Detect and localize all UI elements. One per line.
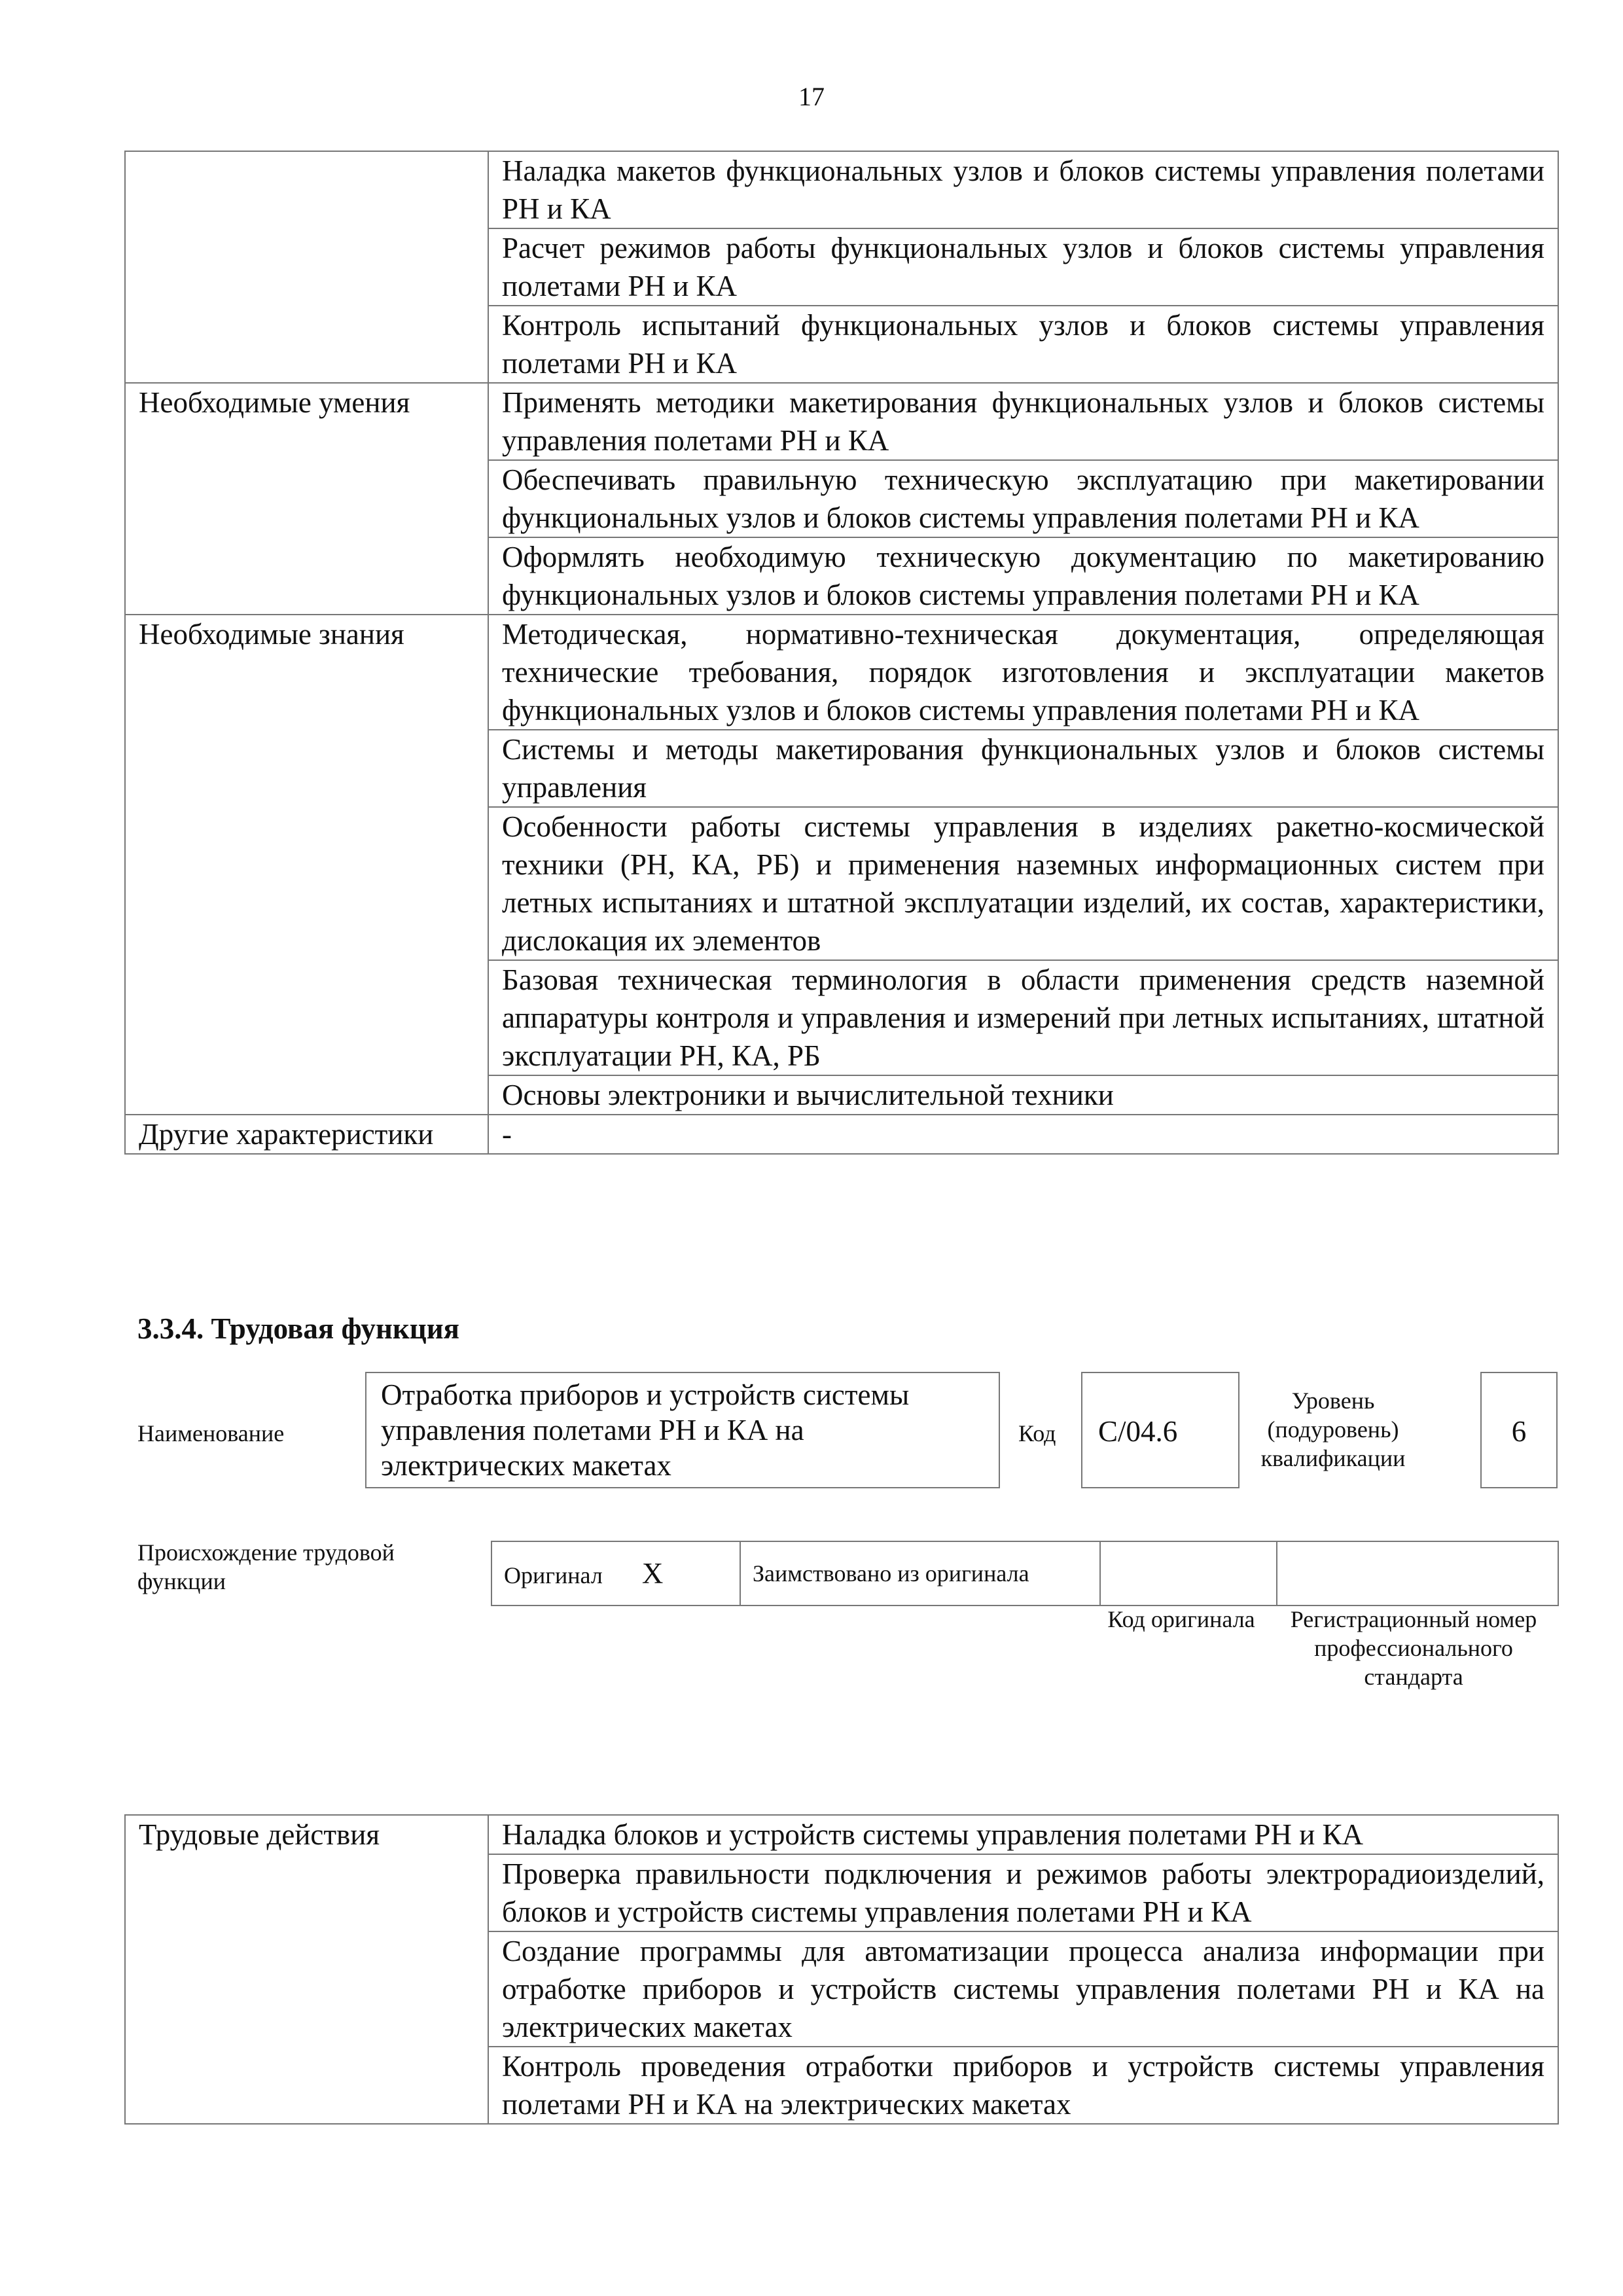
table-cell: Проверка правильности подключения и режимов работы электрорадиоизделий, блоков и устройств системы управления полетами РН и КА (488, 1854, 1558, 1931)
labor-actions-table (124, 1814, 1559, 2125)
level-label (1251, 1386, 1415, 1473)
table-cell: - (488, 1115, 1558, 1154)
name-label: Наименование (137, 1420, 285, 1446)
code-label: Код (1018, 1420, 1056, 1446)
table-row (125, 615, 1558, 730)
table-cell: Системы и методы макетирования функциональных узлов и блоков системы управления (488, 730, 1558, 807)
original-mark: X (641, 1557, 664, 1590)
original-label: Оригинал (504, 1562, 603, 1588)
table-row (125, 151, 1558, 228)
reg-number-caption: Регистрационный номер профессионального стандарта (1290, 1606, 1537, 1690)
reg-number-cell (1277, 1541, 1558, 1605)
table-cell: Контроль проведения отработки приборов и устройств системы управления полетами РН и КА на электрических макетах (488, 2047, 1558, 2124)
function-name: Отработка приборов и устройств системы управления полетами РН и КА на электрических макетах (365, 1372, 1000, 1488)
level-label-line: (подуровень) (1267, 1416, 1399, 1443)
table-row (125, 383, 1558, 460)
table-cell: Оформлять необходимую техническую документацию по макетированию функциональных узлов и блоков системы управления полетами РН и КА (488, 537, 1558, 615)
code-original-caption: Код оригинала (1107, 1606, 1255, 1632)
row-label-actions: Трудовые действия (125, 1815, 488, 2124)
code-value: C/04.6 (1081, 1372, 1240, 1488)
origin-table (491, 1541, 1559, 1606)
level-label-line: Уровень (1291, 1388, 1375, 1414)
table-cell: Контроль испытаний функциональных узлов и блоков системы управления полетами РН и КА (488, 306, 1558, 383)
page-number: 17 (798, 82, 825, 111)
table-cell: Применять методики макетирования функциональных узлов и блоков системы управления полетами РН и КА (488, 383, 1558, 460)
competency-table (124, 151, 1559, 1155)
table-cell: Расчет режимов работы функциональных узлов и блоков системы управления полетами РН и КА (488, 228, 1558, 306)
row-label-knowledge: Необходимые знания (125, 615, 488, 1115)
table-row (125, 1115, 1558, 1154)
level-label-line: квалификации (1260, 1445, 1406, 1471)
table-cell: Базовая техническая терминология в области применения средств наземной аппаратуры контроля и управления и измерений при летных испытаниях, штатной эксплуатации РН, КА, РБ (488, 960, 1558, 1075)
row-label-skills: Необходимые умения (125, 383, 488, 615)
table-row (125, 1815, 1558, 1854)
section-heading: 3.3.4. Трудовая функция (137, 1312, 460, 1345)
table-cell: Создание программы для автоматизации процесса анализа информации при отработке приборов и устройств системы управления полетами РН и КА на электрических макетах (488, 1931, 1558, 2047)
level-value: 6 (1480, 1372, 1558, 1488)
row-label-other: Другие характеристики (125, 1115, 488, 1154)
original-cell (491, 1541, 740, 1605)
table-cell: Наладка блоков и устройств системы управления полетами РН и КА (488, 1815, 1558, 1854)
table-cell: Наладка макетов функциональных узлов и блоков системы управления полетами РН и КА (488, 151, 1558, 228)
table-row (491, 1541, 1558, 1605)
origin-label: Происхождение трудовой функции (137, 1539, 395, 1594)
table-cell: Основы электроники и вычислительной техники (488, 1075, 1558, 1115)
borrowed-label: Заимствовано из оригинала (740, 1541, 1100, 1605)
code-original-cell (1100, 1541, 1277, 1605)
table-cell: Особенности работы системы управления в изделиях ракетно-космической техники (РН, КА, РБ) и применения наземных информационных систем при летных испытаниях и штатной эксплуатации изделий, их состав, характеристики, дислокация их элементов (488, 807, 1558, 960)
table-cell: Обеспечивать правильную техническую эксплуатацию при макетировании функциональных узлов и блоков системы управления полетами РН и КА (488, 460, 1558, 537)
table-cell: Методическая, нормативно-техническая документация, определяющая технические требования, порядок изготовления и эксплуатации макетов функциональных узлов и блоков системы управления полетами РН и КА (488, 615, 1558, 730)
row-label (125, 151, 488, 383)
